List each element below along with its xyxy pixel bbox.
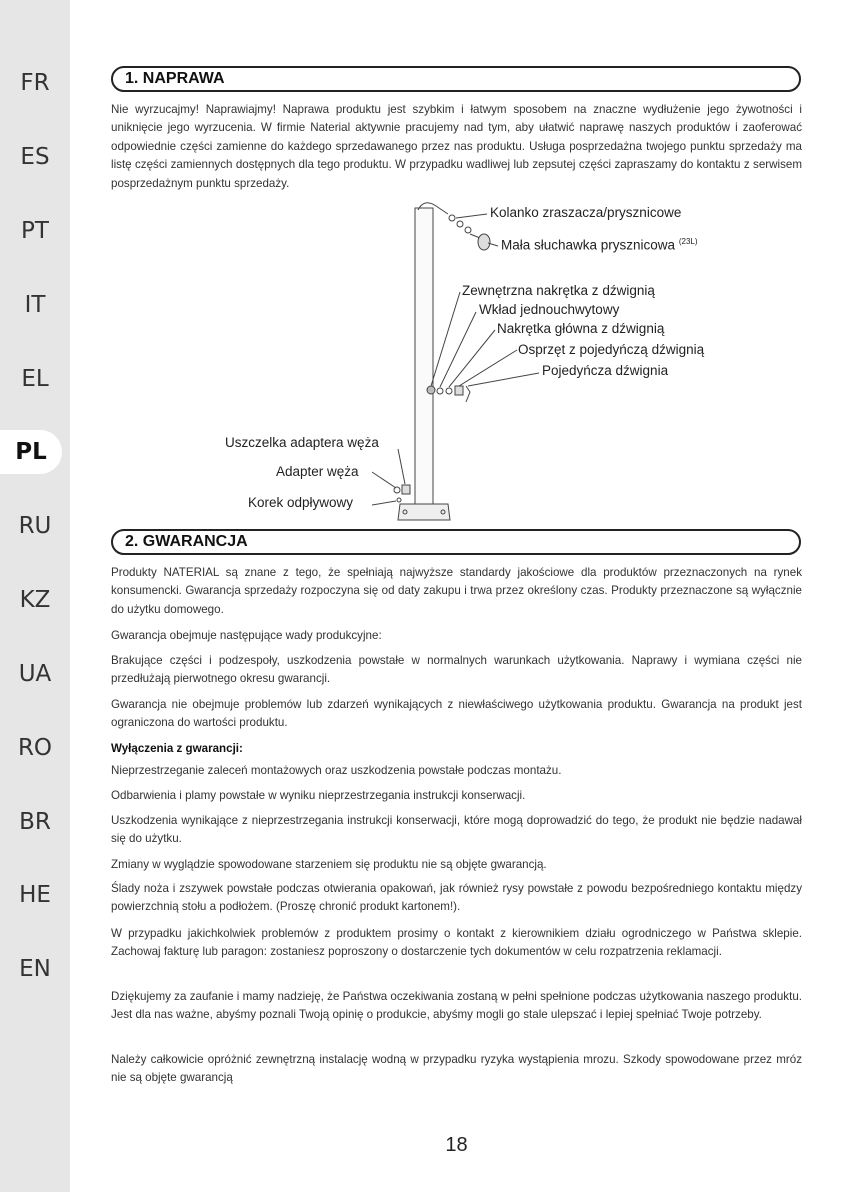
label-main-nut: Nakrętka główna z dźwignią <box>497 321 665 336</box>
lang-kz[interactable]: KZ <box>19 587 51 613</box>
label-small-head: Mała słuchawka prysznicowa $^{(23L)}$ <box>501 237 698 253</box>
lang-ua[interactable]: UA <box>18 661 52 687</box>
lang-ro[interactable]: RO <box>17 735 53 761</box>
label-lever: Pojedyńcza dźwignia <box>542 363 669 378</box>
exclusion-item: Odbarwienia i plamy powstałe w wyniku nieprzestrzegania instrukcji konserwacji. <box>111 789 526 802</box>
exclusion-item: Uszkodzenia wynikające z nieprzestrzegania instrukcji konserwacji, które mogą doprowadzić do tego, że produkt nie będzie nadawał się do użytku. <box>111 814 802 846</box>
section-heading-repair: 1. NAPRAWA <box>111 66 801 92</box>
label-fitting: Osprzęt z pojedyńczą dźwignią <box>518 342 705 357</box>
lang-pl-active[interactable]: PL <box>0 430 62 474</box>
label-cartridge: Wkład jednouchwytowy <box>479 302 620 317</box>
label-drain-plug: Korek odpływowy <box>248 495 354 510</box>
warranty-paragraph: Gwarancja nie obejmuje problemów lub zdarzeń wynikających z niewłaściwego użytkowania produktu. Gwarancja na produkt jest ograniczona do wartości produktu. <box>111 698 802 730</box>
shower-parts-diagram <box>0 0 843 530</box>
shower-head-icon <box>470 234 480 238</box>
label-outer-nut: Zewnętrzna nakrętka z dźwignią <box>462 283 655 298</box>
label-elbow: Kolanko zraszacza/prysznicowe <box>490 205 682 220</box>
lang-es[interactable]: ES <box>20 144 50 170</box>
exclusion-item: Ślady noża i zszywek powstałe podczas otwierania opakowań, jak również rysy powstałe z powodu bezpośredniego kontaktu między powierzchnią stołu a podłożem. (Proszę chronić produkt kartonem!). <box>111 882 802 914</box>
lang-he[interactable]: HE <box>19 882 51 908</box>
lang-el[interactable]: EL <box>21 366 49 392</box>
section-heading-warranty: 2. GWARANCJA <box>111 529 801 555</box>
lang-ru[interactable]: RU <box>18 513 52 539</box>
exclusions-title: Wyłączenia z gwarancji: <box>111 742 243 755</box>
page-number: 18 <box>445 1134 468 1156</box>
shower-pole <box>415 208 433 504</box>
exclusion-item: Nieprzestrzeganie zaleceń montażowych oraz uszkodzenia powstałe podczas montażu. <box>111 764 562 777</box>
label-hose-seal: Uszczelka adaptera węża <box>225 435 379 450</box>
repair-text: Nie wyrzucajmy! Naprawiajmy! Naprawa produktu jest szybkim i łatwym sposobem na znaczne wydłużenie jego żywotności i uniknięcie jego wyrzucenia. W firmie Naterial aktywnie pracujemy nad tym, aby ułatwić naprawę naszych produktów i zaoferować odpowiednie części zamienne do każdego sprzedawanego przez nas produktu. Usługa posprzedażna twojego punktu sprzedaży ma listę części zamiennych dostępnych dla tego produktu. W przypadku wadliwej lub zepsutej części zapraszamy do kontaktu z serwisem posprzedażnym punktu sprzedaży. <box>111 103 802 190</box>
exclusion-item: W przypadku jakichkolwiek problemów z produktem prosimy o kontakt z kierownikiem działu ogrodniczego w Państwa sklepie. Zachowaj fakturę lub paragon: zostaniesz poproszony o dostarczenie tych dokumentów w celu rozpatrzenia reklamacji. <box>111 927 802 959</box>
lang-pt[interactable]: PT <box>21 218 49 244</box>
warranty-paragraph: Gwarancja obejmuje następujące wady produkcyjne: <box>111 629 382 642</box>
label-hose-adapter: Adapter węża <box>276 464 359 479</box>
lang-br[interactable]: BR <box>19 809 51 835</box>
lang-fr[interactable]: FR <box>20 70 50 96</box>
lang-en[interactable]: EN <box>19 956 51 982</box>
warranty-paragraph: Produkty NATERIAL są znane z tego, że spełniają najwyższe standardy jakościowe dla produktów przeznaczonych na rynek konsumencki. Gwarancja sprzedaży rozpoczyna się od daty zakupu i trwa przez określony czas. Produkty przeznaczone są wyłącznie do użytku domowego. <box>111 566 802 616</box>
warranty-paragraph: Brakujące części i podzespoły, uszkodzenia powstałe w normalnych warunkach użytkowania. Naprawy i wymiana części nie przedłużają pierwotnego okresu gwarancji. <box>111 654 802 686</box>
exclusion-item: Należy całkowicie opróżnić zewnętrzną instalację wodną w przypadku ryzyka wystąpienia mrozu. Szkody spowodowane przez mróz nie są objęte gwarancją <box>111 1053 802 1085</box>
label-small-head-sup: (23L) <box>678 237 698 246</box>
lang-it[interactable]: IT <box>24 292 46 318</box>
exclusion-item: Zmiany w wyglądzie spowodowane starzeniem się produktu nie są objęte gwarancją. <box>111 858 547 871</box>
exclusion-item: Dziękujemy za zaufanie i mamy nadzieję, że Państwa oczekiwania zostaną w pełni spełnione podczas użytkowania naszego produktu. Jest dla nas ważne, abyśmy poznali Twoją opinię o produkcie, abyśmy mogli go stale ulepszać i lepiej spełniać Twoje potrzeby. <box>111 990 802 1022</box>
